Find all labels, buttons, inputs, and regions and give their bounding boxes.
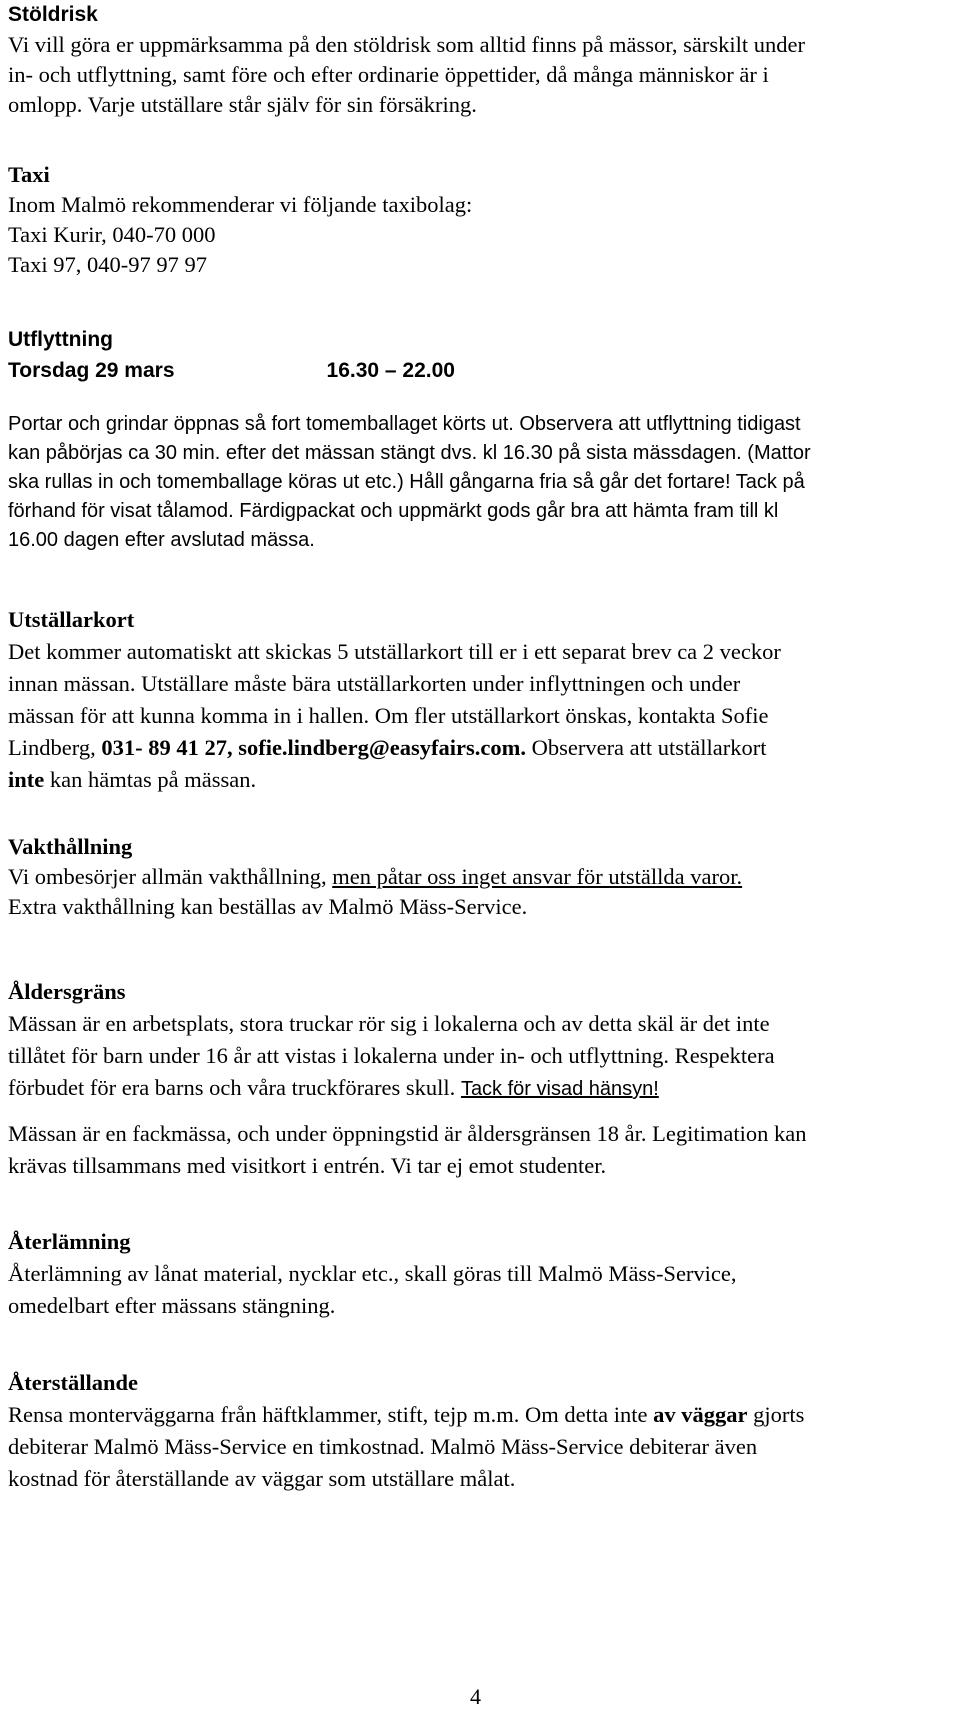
utflyttning-day: Torsdag 29 mars [8, 359, 175, 382]
aterstallande-av-vaggar: av väggar [653, 1402, 748, 1427]
heading-utstallarkort: Utställarkort [8, 607, 135, 632]
utflyttning-line-2: kan påbörjas ca 30 min. efter det mässan stängt dvs. kl 16.30 på sista mässdagen. (Mattor [8, 442, 811, 464]
aterstallande-line-1 [8, 1399, 948, 1431]
aterstallande-line-1-b: gjorts [747, 1402, 805, 1427]
page-number: 4 [470, 1684, 481, 1709]
stoldrisk-line-1: Vi vill göra er uppmärksamma på den stöldrisk som alltid finns på mässor, särskilt under [8, 32, 805, 57]
section-utflyttning [8, 325, 948, 386]
section-stoldrisk [8, 0, 948, 120]
heading-aldersgrans: Åldersgräns [8, 979, 126, 1004]
utflyttning-body [8, 410, 948, 555]
stoldrisk-line-3: omlopp. Varje utställare står själv för sin försäkring. [8, 92, 477, 117]
aldersgrans-line-5: krävas tillsammans med visitkort i entrén. Vi tar ej emot studenter. [8, 1153, 607, 1178]
utflyttning-schedule [8, 355, 948, 386]
aldersgrans-paragraph-2 [8, 1118, 948, 1182]
aldersgrans-line-1: Mässan är en arbetsplats, stora truckar rör sig i lokalerna och av detta skäl är det inte [8, 1011, 770, 1036]
heading-aterstallande: Återställande [8, 1370, 138, 1395]
aterlamning-line-2: omedelbart efter mässans stängning. [8, 1293, 336, 1318]
section-utstallarkort [8, 604, 948, 796]
utstallarkort-line-4-a: Lindberg, [8, 735, 102, 760]
stoldrisk-line-2: in- och utflyttning, samt före och efter ordinarie öppettider, då många människor är i [8, 62, 769, 87]
vakthallning-line-2: Extra vakthållning kan beställas av Malmö Mäss-Service. [8, 894, 528, 919]
utflyttning-time: 16.30 – 22.00 [326, 359, 455, 382]
taxi-line-3: Taxi 97, 040-97 97 97 [8, 252, 208, 277]
vakthallning-disclaimer: men påtar oss inget ansvar för utställda varor. [332, 864, 743, 889]
section-aterlamning [8, 1226, 948, 1322]
aterstallande-line-2: debiterar Malmö Mäss-Service en timkostnad. Malmö Mäss-Service debiterar även [8, 1434, 758, 1459]
utstallarkort-inte: inte [8, 767, 45, 792]
utstallarkort-line-3: mässan för att kunna komma in i hallen. Om fler utställarkort önskas, kontakta Sofie [8, 703, 769, 728]
aldersgrans-line-4: Mässan är en fackmässa, och under öppningstid är åldersgränsen 18 år. Legitimation kan [8, 1121, 807, 1146]
vakthallning-line-1-a: Vi ombesörjer allmän vakthållning, [8, 864, 333, 889]
utflyttning-line-5: 16.00 dagen efter avslutad mässa. [8, 529, 315, 551]
taxi-line-2: Taxi Kurir, 040-70 000 [8, 222, 216, 247]
utflyttning-line-3: ska rullas in och tomemballage köras ut etc.) Håll gångarna fria så går det fortare! Tack på [8, 471, 805, 493]
section-taxi [8, 160, 948, 280]
section-vakthallning [8, 832, 948, 922]
section-aterstallande [8, 1367, 948, 1495]
heading-taxi: Taxi [8, 162, 50, 187]
aldersgrans-line-3 [8, 1072, 948, 1105]
heading-vakthallning: Vakthållning [8, 834, 133, 859]
utstallarkort-line-4 [8, 732, 948, 764]
contact-phone-email: 031- 89 41 27, sofie.lindberg@easyfairs.com. [101, 735, 526, 760]
utflyttning-line-1: Portar och grindar öppnas så fort tomemballaget körts ut. Observera att utflyttning tidigast [8, 413, 801, 435]
aterstallande-line-1-a: Rensa monterväggarna från häftklammer, stift, tejp m.m. Om detta inte [8, 1402, 654, 1427]
aldersgrans-line-2: tillåtet för barn under 16 år att vistas i lokalerna under in- och utflyttning. Respektera [8, 1043, 775, 1068]
utstallarkort-line-5-b: kan hämtas på mässan. [44, 767, 257, 792]
utstallarkort-line-2: innan mässan. Utställare måste bära utställarkorten under inflyttningen och under [8, 671, 741, 696]
vakthallning-line-1 [8, 862, 948, 892]
heading-aterlamning: Återlämning [8, 1229, 131, 1254]
utstallarkort-line-4-b: Observera att utställarkort [525, 735, 767, 760]
aterlamning-line-1: Återlämning av lånat material, nycklar etc., skall göras till Malmö Mäss-Service, [8, 1261, 737, 1286]
aterstallande-line-3: kostnad för återställande av väggar som utställare målat. [8, 1466, 516, 1491]
utstallarkort-line-1: Det kommer automatiskt att skickas 5 utställarkort till er i ett separat brev ca 2 veckor [8, 639, 781, 664]
aldersgrans-line-3-a: förbudet för era barns och våra truckförares skull. [8, 1075, 461, 1100]
utflyttning-line-4: förhand för visat tålamod. Färdigpackat och uppmärkt gods går bra att hämta fram till kl [8, 500, 779, 522]
aldersgrans-thanks: Tack för visad hänsyn! [460, 1078, 659, 1100]
taxi-line-1: Inom Malmö rekommenderar vi följande taxibolag: [8, 192, 473, 217]
section-aldersgrans [8, 976, 948, 1105]
heading-utflyttning: Utflyttning [8, 328, 113, 351]
utstallarkort-line-5 [8, 764, 948, 796]
heading-stoldrisk: Stöldrisk [8, 3, 98, 26]
